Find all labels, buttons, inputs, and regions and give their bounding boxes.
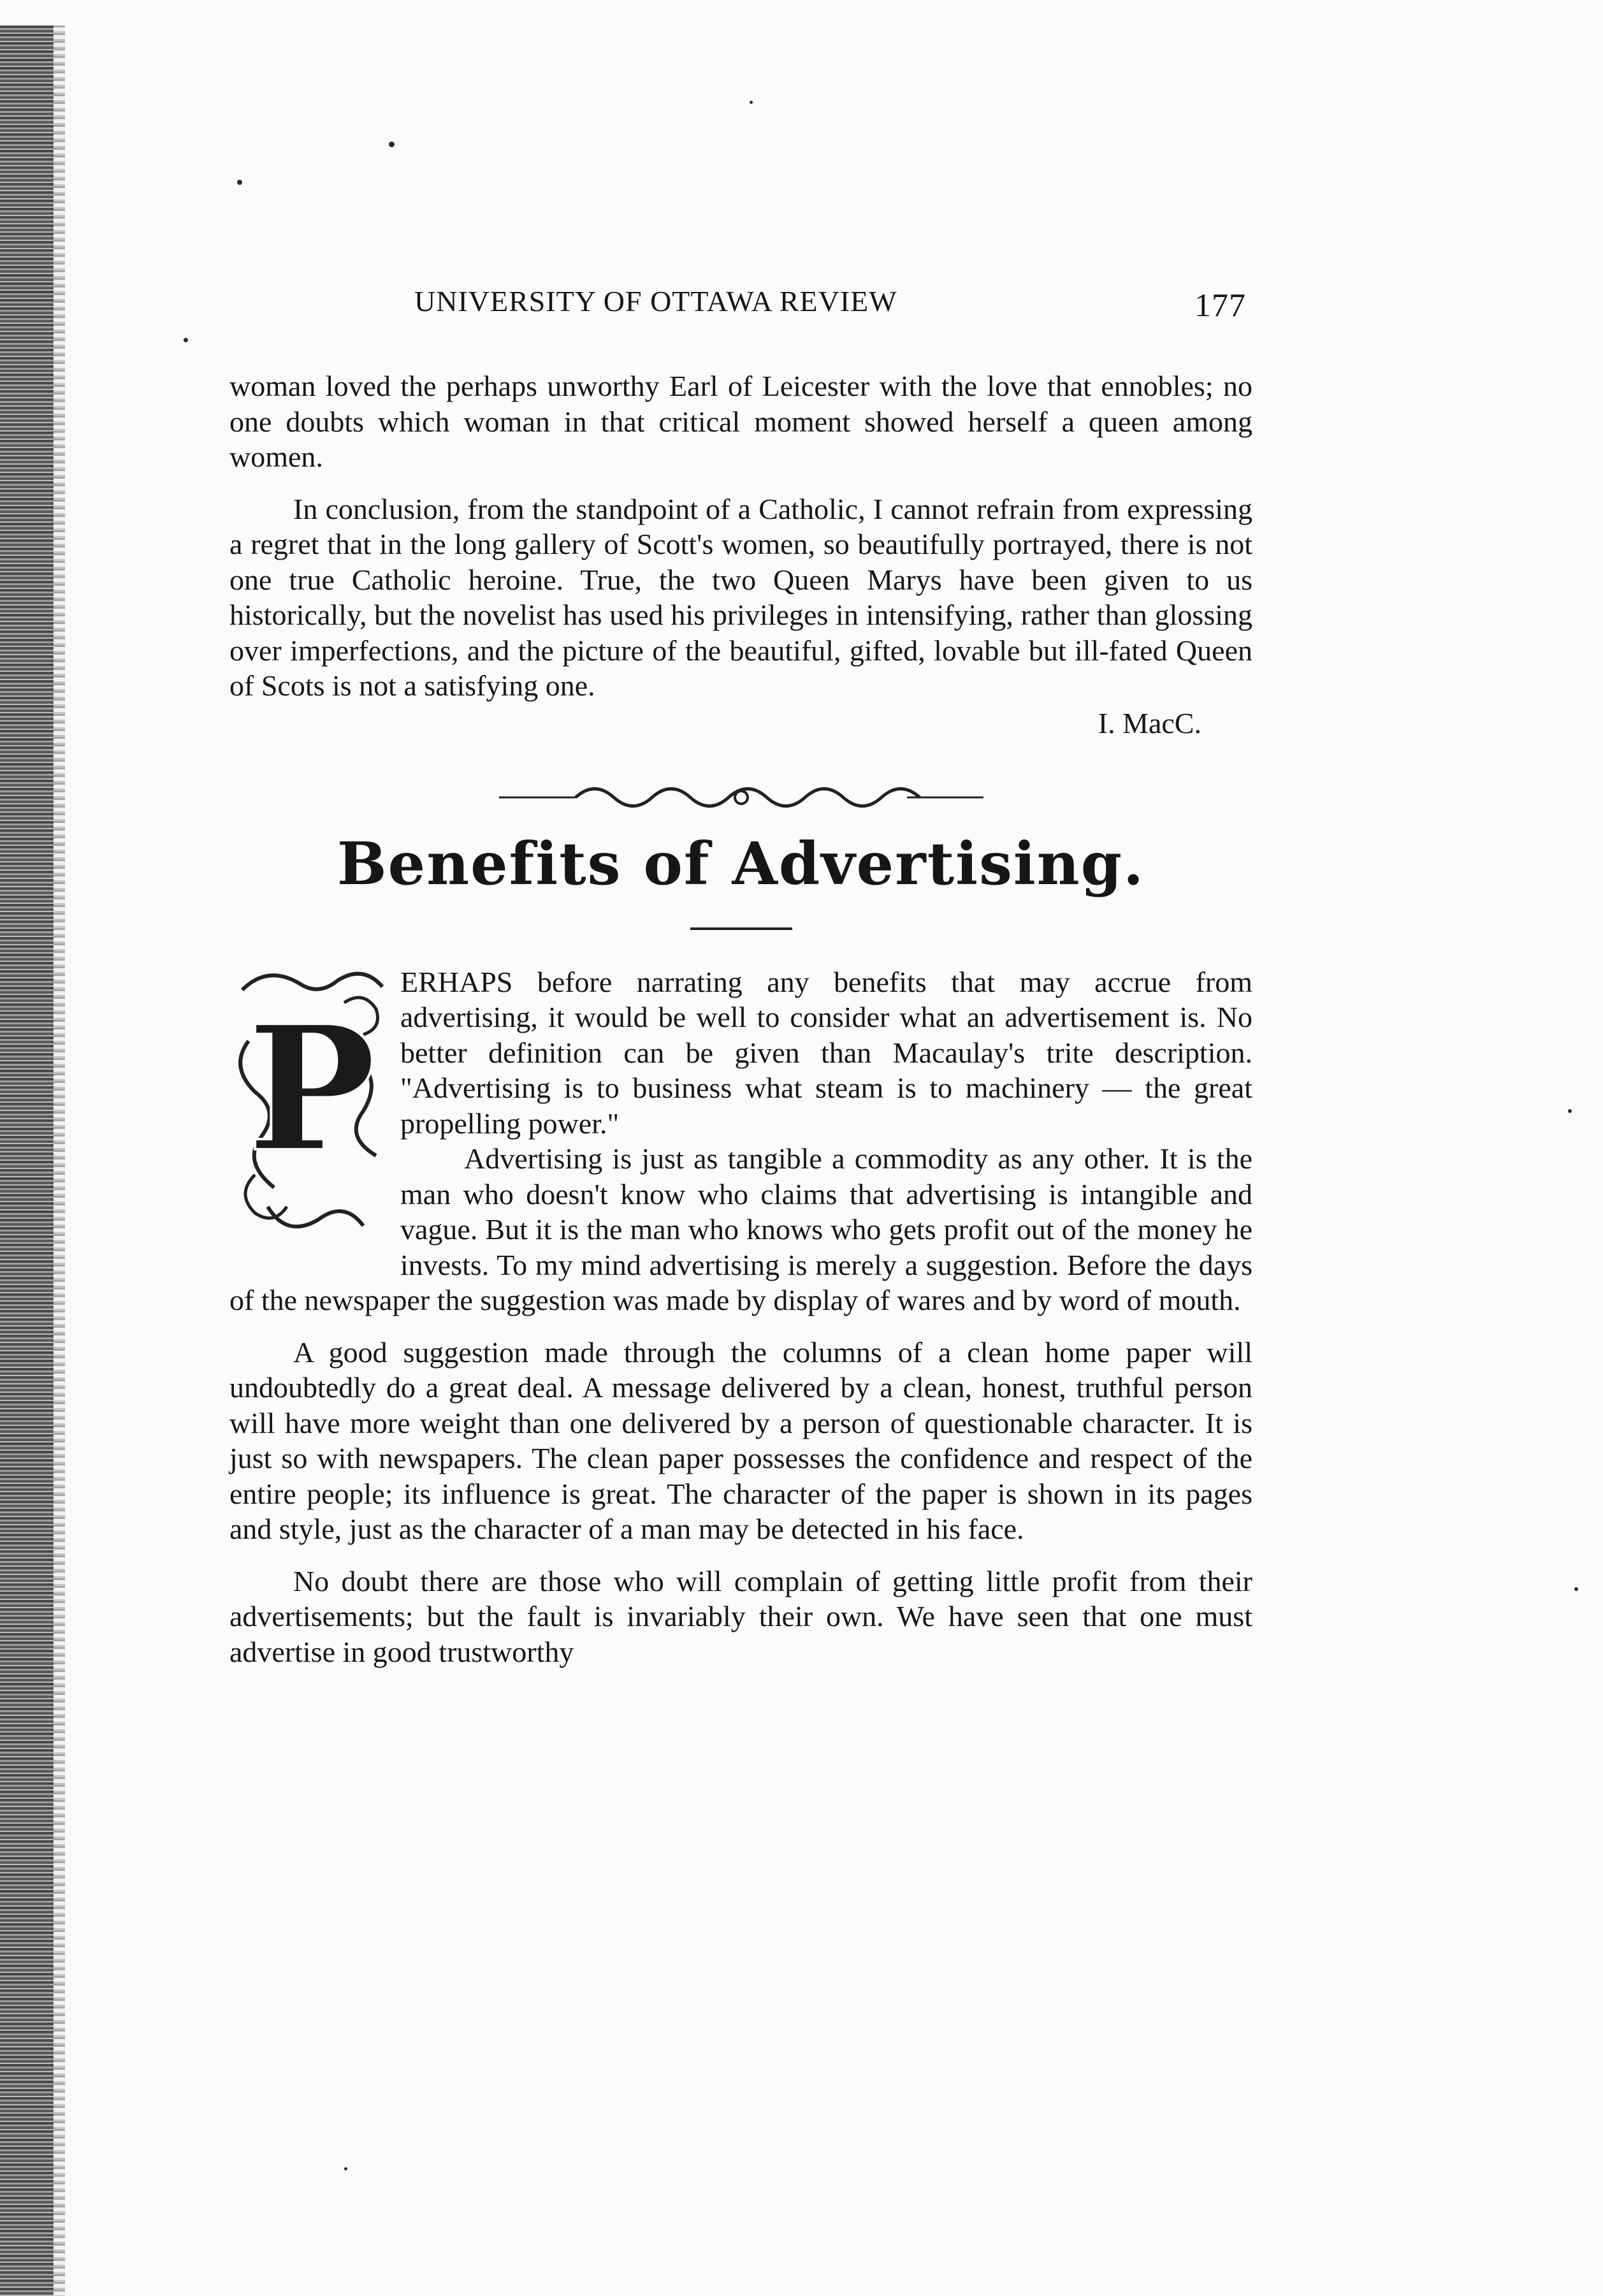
- decorated-initial: [229, 964, 394, 1245]
- scan-speck: [237, 180, 242, 185]
- article-body: [229, 964, 1252, 1670]
- article-title: Benefits of Advertising.: [337, 829, 1145, 898]
- ornamental-divider: [499, 785, 983, 810]
- article-paragraph-4: No doubt there are those who will complain of getting little profit from their advertisements; but the fault is invariably their own. We have seen that one must advertise in good trustworthy: [229, 1564, 1252, 1668]
- page-content: [229, 280, 1252, 1669]
- paragraph-continued: woman loved the perhaps unworthy Earl of Leicester with the love that ennobles; no one doubts which woman in that critical moment showed herself a queen among women.: [229, 370, 1252, 473]
- title-rule: [690, 927, 792, 930]
- scan-speck: [389, 142, 395, 147]
- article-paragraph-1: ERHAPS before narrating any benefits that may accrue from advertising, it would be well to consider what an advertisement is. No better definition can be given than Macaulay's trite description. "Advertising is to business what steam is to machinery — the great propelling power.": [400, 965, 1252, 1140]
- running-header: [229, 280, 1252, 338]
- article-paragraph-2: Advertising is just as tangible a commodity as any other. It is the man who doesn't know who claims that advertising is intangible and vague. But it is the man who knows who gets profit out of the money he invests. To my mind advertising is merely a suggestion. Before the days of the newspaper the suggestion was made by display of wares and by word of mouth.: [229, 1142, 1252, 1316]
- paragraph-conclusion: In conclusion, from the standpoint of a Catholic, I cannot refrain from expressing a regret that in the long gallery of Scott's women, so beautifully portrayed, there is not one true Catholic heroine. True, the two Queen Marys have been given to us historically, but the novelist has used his privileges in intensifying, rather than glossing over imperfections, and the picture of the beautiful, gifted, lovable but ill-fated Queen of Scots is not a satisfying one.: [229, 492, 1252, 702]
- scan-speck: [750, 101, 753, 104]
- scan-speck: [184, 338, 188, 342]
- journal-title: UNIVERSITY OF OTTAWA REVIEW: [414, 285, 897, 317]
- scan-speck: [1568, 1109, 1572, 1113]
- book-spine-edge: [0, 25, 59, 2296]
- author-signature: I. MacC.: [1098, 706, 1201, 739]
- svg-text:P: P: [247, 987, 377, 1190]
- article-paragraph-3: A good suggestion made through the columns of a clean home paper will undoubtedly do a great deal. A message delivered by a clean, honest, truthful person will have more weight than one delivered by a person of questionable character. It is just so with newspapers. The clean paper possesses the confidence and respect of the entire people; its influence is great. The character of the paper is shown in its pages and style, just as the character of a man may be detected in his face.: [229, 1335, 1252, 1545]
- scan-speck: [344, 2167, 347, 2170]
- page-number: 177: [1194, 287, 1246, 324]
- scan-speck: [1574, 1587, 1578, 1591]
